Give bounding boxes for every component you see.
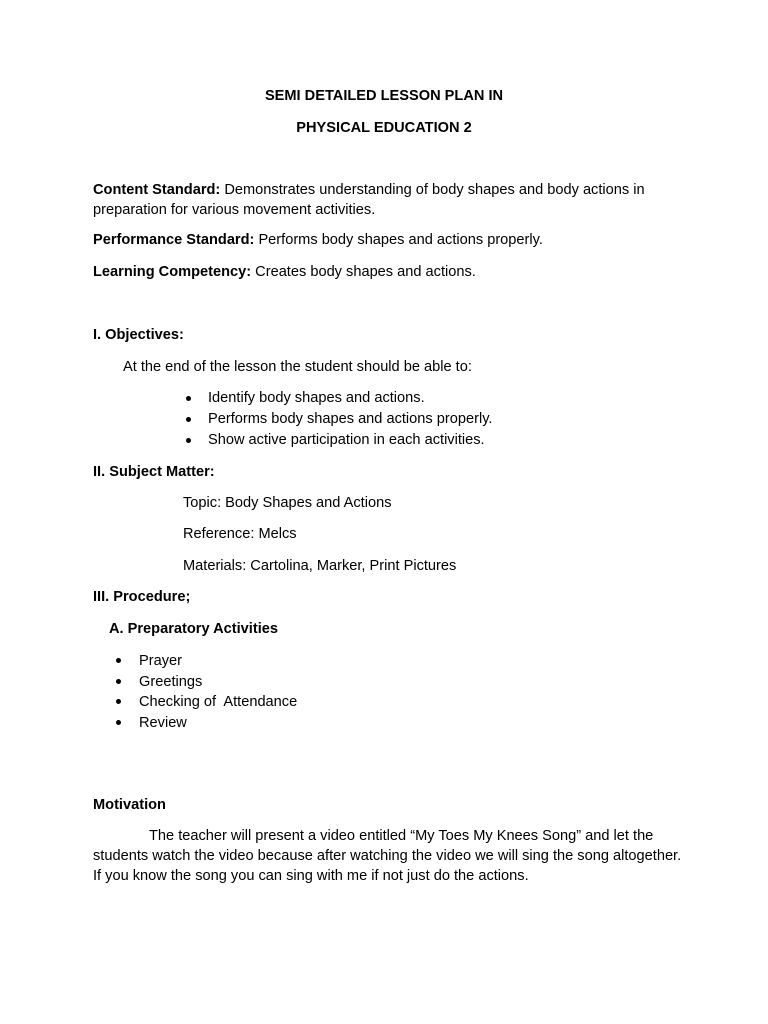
objectives-heading: I. Objectives: (93, 327, 184, 343)
bullet-icon (116, 658, 121, 663)
preparatory-activities-list (114, 651, 297, 733)
objective-item: Show active participation in each activities. (183, 430, 492, 451)
preparatory-item: Prayer (114, 651, 297, 672)
bullet-icon (186, 396, 191, 401)
motivation-heading: Motivation (93, 797, 166, 813)
objectives-list (183, 388, 492, 451)
learning-competency (93, 262, 683, 282)
content-standard (93, 180, 683, 220)
bullet-icon (186, 417, 191, 422)
document-title-line1: SEMI DETAILED LESSON PLAN IN (264, 88, 504, 104)
document-title-line2: PHYSICAL EDUCATION 2 (296, 120, 472, 136)
content-standard-label: Content Standard: (93, 182, 221, 198)
content-standard-text: Demonstrates understanding of body shapes and body actions in preparation for various movement activities. (93, 182, 645, 218)
preparatory-item: Checking of Attendance (114, 692, 297, 713)
learning-competency-text: Creates body shapes and actions. (251, 264, 476, 280)
motivation-paragraph: The teacher will present a video entitled “My Toes My Knees Song” and let the students watch the video because after watching the video we will sing the song altogether. If you know the song you can sing with me if not just do the actions. (93, 828, 682, 884)
bullet-icon (116, 720, 121, 725)
preparatory-item: Greetings (114, 672, 297, 693)
preparatory-item: Review (114, 713, 297, 734)
preparatory-activities-heading: A. Preparatory Activities (109, 621, 278, 637)
subject-topic: Topic: Body Shapes and Actions (183, 495, 392, 511)
objective-item: Performs body shapes and actions properly. (183, 409, 492, 430)
performance-standard-text: Performs body shapes and actions properly. (254, 232, 543, 248)
objective-item: Identify body shapes and actions. (183, 388, 492, 409)
bullet-icon (186, 438, 191, 443)
subject-matter-heading: II. Subject Matter: (93, 464, 215, 480)
procedure-heading: III. Procedure; (93, 589, 191, 605)
bullet-icon (116, 699, 121, 704)
performance-standard-label: Performance Standard: (93, 232, 255, 248)
objectives-intro: At the end of the lesson the student should be able to: (123, 359, 472, 375)
subject-materials: Materials: Cartolina, Marker, Print Pictures (183, 558, 457, 574)
learning-competency-label: Learning Competency: (93, 264, 252, 280)
bullet-icon (116, 679, 121, 684)
performance-standard (93, 230, 683, 250)
subject-reference: Reference: Melcs (183, 526, 297, 542)
